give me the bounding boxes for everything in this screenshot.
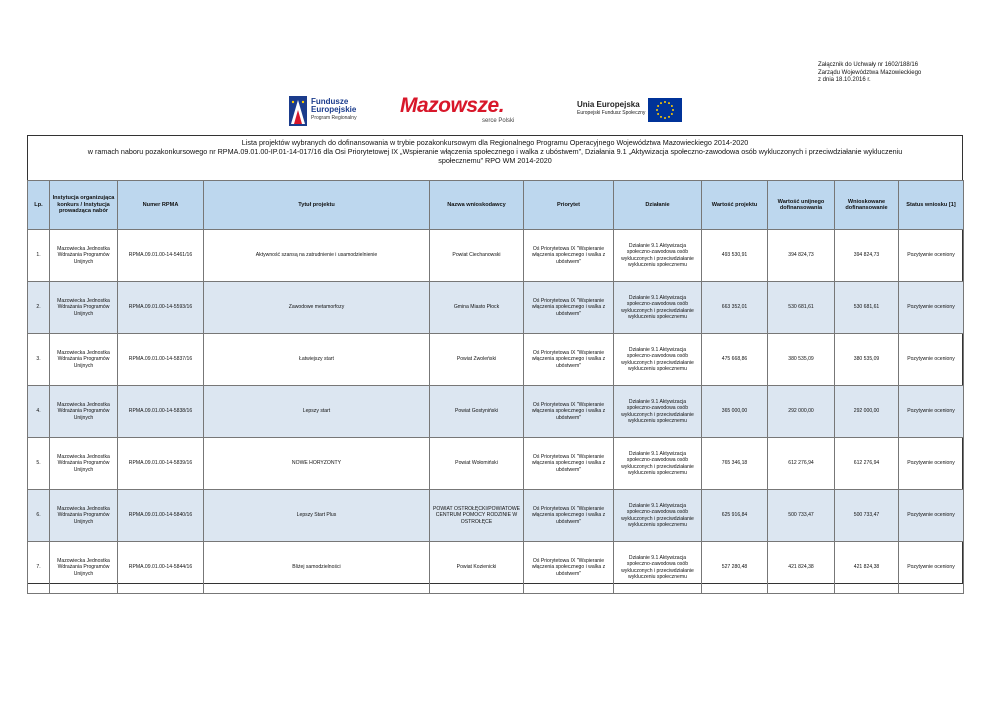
cell-applicant: Powiat Kozienicki: [430, 542, 524, 594]
cell-applicant: Powiat Gostyniński: [430, 386, 524, 438]
cell-lp: 7.: [28, 542, 50, 594]
cell-priority: Oś Priorytetowa IX "Wspieranie włączenia społecznego i walka z ubóstwem": [524, 438, 614, 490]
col-header-requested: Wnioskowane dofinansowanie: [835, 181, 899, 230]
eu-flag-icon: [648, 98, 682, 122]
fe-line1: Fundusze: [311, 97, 349, 106]
cell-priority: Oś Priorytetowa IX "Wspieranie włączenia społecznego i walka z ubóstwem": [524, 230, 614, 282]
cell-institution: Mazowiecka Jednostka Wdrażania Programów Unijnych: [50, 542, 118, 594]
cell-requested: 500 733,47: [835, 490, 899, 542]
table-row: [28, 230, 964, 282]
col-header-institution: Instytucja organizująca konkurs / Instytucja prowadząca nabór: [50, 181, 118, 230]
col-header-title: Tytuł projektu: [204, 181, 430, 230]
cell-lp: 2.: [28, 282, 50, 334]
cell-title: Łatwiejszy start: [204, 334, 430, 386]
document-title: [27, 138, 963, 165]
cell-eu-value: 380 535,09: [768, 334, 835, 386]
table-row: [28, 282, 964, 334]
cell-lp: 6.: [28, 490, 50, 542]
cell-requested: 394 824,73: [835, 230, 899, 282]
cell-applicant: POWIAT OSTROŁĘCKI/POWIATOWE CENTRUM POMOCY RODZINIE W OSTROŁĘCE: [430, 490, 524, 542]
cell-measure: Działanie 9.1 Aktywizacja społeczno-zawodowa osób wykluczonych i przeciwdziałanie wykluczeniu społecznemu: [614, 542, 702, 594]
col-header-priority: Priorytet: [524, 181, 614, 230]
table-row: [28, 334, 964, 386]
fundusze-europejskie-logo: [289, 96, 369, 128]
cell-institution: Mazowiecka Jednostka Wdrażania Programów Unijnych: [50, 334, 118, 386]
fe-line3: Program Regionalny: [311, 115, 357, 121]
cell-value: 365 000,00: [702, 386, 768, 438]
cell-title: Bliżej samodzielności: [204, 542, 430, 594]
mazowsze-logo: [400, 94, 530, 128]
cell-number: RPMA.09.01.00-14-5837/16: [118, 334, 204, 386]
ue-line2: Europejski Fundusz Społeczny: [577, 110, 646, 116]
cell-eu-value: 530 681,61: [768, 282, 835, 334]
cell-title: Aktywność szansą na zatrudnienie i usamodzielnienie: [204, 230, 430, 282]
cell-institution: Mazowiecka Jednostka Wdrażania Programów Unijnych: [50, 438, 118, 490]
fe-line2: Europejskie: [311, 105, 357, 114]
table-row: [28, 542, 964, 594]
unia-europejska-logo: [577, 98, 687, 128]
cell-measure: Działanie 9.1 Aktywizacja społeczno-zawodowa osób wykluczonych i przeciwdziałanie wykluczeniu społecznemu: [614, 438, 702, 490]
cell-value: 765 346,18: [702, 438, 768, 490]
table-row: [28, 386, 964, 438]
attachment-line: Załącznik do Uchwały nr 1602/188/16: [818, 62, 919, 68]
cell-status: Pozytywnie oceniony: [899, 386, 964, 438]
cell-measure: Działanie 9.1 Aktywizacja społeczno-zawodowa osób wykluczonych i przeciwdziałanie wykluczeniu społecznemu: [614, 230, 702, 282]
cell-lp: 4.: [28, 386, 50, 438]
cell-value: 475 668,86: [702, 334, 768, 386]
col-header-status: Status wniosku [1]: [899, 181, 964, 230]
title-line3: społecznemu” RPO WM 2014-2020: [438, 156, 552, 165]
cell-priority: Oś Priorytetowa IX "Wspieranie włączenia społecznego i walka z ubóstwem": [524, 386, 614, 438]
cell-priority: Oś Priorytetowa IX "Wspieranie włączenia społecznego i walka z ubóstwem": [524, 334, 614, 386]
cell-number: RPMA.09.01.00-14-5838/16: [118, 386, 204, 438]
cell-eu-value: 292 000,00: [768, 386, 835, 438]
cell-priority: Oś Priorytetowa IX "Wspieranie włączenia społecznego i walka z ubóstwem": [524, 542, 614, 594]
cell-measure: Działanie 9.1 Aktywizacja społeczno-zawodowa osób wykluczonych i przeciwdziałanie wykluczeniu społecznemu: [614, 282, 702, 334]
cell-applicant: Powiat Ciechanowski: [430, 230, 524, 282]
table-row: [28, 490, 964, 542]
cell-status: Pozytywnie oceniony: [899, 282, 964, 334]
cell-measure: Działanie 9.1 Aktywizacja społeczno-zawodowa osób wykluczonych i przeciwdziałanie wykluczeniu społecznemu: [614, 386, 702, 438]
col-header-value: Wartość projektu: [702, 181, 768, 230]
cell-value: 663 352,01: [702, 282, 768, 334]
cell-requested: 380 535,09: [835, 334, 899, 386]
fe-flag-icon: [289, 96, 307, 126]
cell-status: Pozytywnie oceniony: [899, 490, 964, 542]
attachment-line: Zarządu Województwa Mazowieckiego: [818, 69, 922, 76]
col-header-measure: Działanie: [614, 181, 702, 230]
table-row: [28, 438, 964, 490]
cell-lp: 3.: [28, 334, 50, 386]
cell-lp: 1.: [28, 230, 50, 282]
cell-measure: Działanie 9.1 Aktywizacja społeczno-zawodowa osób wykluczonych i przeciwdziałanie wykluczeniu społecznemu: [614, 490, 702, 542]
cell-requested: 292 000,00: [835, 386, 899, 438]
cell-eu-value: 612 276,94: [768, 438, 835, 490]
mazowsze-wordmark: Mazowsze.: [400, 94, 505, 117]
cell-eu-value: 500 733,47: [768, 490, 835, 542]
cell-value: 625 916,84: [702, 490, 768, 542]
cell-measure: Działanie 9.1 Aktywizacja społeczno-zawodowa osób wykluczonych i przeciwdziałanie wykluczeniu społecznemu: [614, 334, 702, 386]
cell-number: RPMA.09.01.00-14-5844/16: [118, 542, 204, 594]
ue-line1: Unia Europejska: [577, 100, 640, 109]
cell-applicant: Powiat Zwoleński: [430, 334, 524, 386]
cell-eu-value: 421 824,38: [768, 542, 835, 594]
title-line2: w ramach naboru pozakonkursowego nr RPMA.09.01.00-IP.01-14-017/16 dla Osi Priorytetowej IX „Wspieranie włączenia społecznego i walka z ubóstwem”, Działania 9.1 „Aktywizacja społeczno-zawodowa osób wykluczonych i przeciwdziałanie wykluczeniu: [87, 147, 903, 156]
cell-number: RPMA.09.01.00-14-5593/16: [118, 282, 204, 334]
table-header-row: [28, 181, 964, 230]
title-line1: Lista projektów wybranych do dofinansowania w trybie pozakonkursowym dla Regionalnego Programu Operacyjnego Województwa Mazowieckiego 2014-2020: [241, 138, 749, 147]
col-header-number: Numer RPMA: [118, 181, 204, 230]
cell-applicant: Gmina Miasto Płock: [430, 282, 524, 334]
col-header-applicant: Nazwa wnioskodawcy: [430, 181, 524, 230]
cell-institution: Mazowiecka Jednostka Wdrażania Programów Unijnych: [50, 386, 118, 438]
cell-number: RPMA.09.01.00-14-5840/16: [118, 490, 204, 542]
cell-number: RPMA.09.01.00-14-5461/16: [118, 230, 204, 282]
cell-value: 493 530,91: [702, 230, 768, 282]
cell-eu-value: 394 824,73: [768, 230, 835, 282]
cell-title: Lepszy Start Plus: [204, 490, 430, 542]
cell-requested: 530 681,61: [835, 282, 899, 334]
attachment-line: z dnia 18.10.2016 r.: [818, 77, 871, 83]
attachment-note: [818, 62, 921, 85]
projects-table: [27, 180, 964, 594]
cell-requested: 421 824,38: [835, 542, 899, 594]
cell-institution: Mazowiecka Jednostka Wdrażania Programów Unijnych: [50, 230, 118, 282]
col-header-eu-value: Wartość unijnego dofinansowania: [768, 181, 835, 230]
cell-lp: 5.: [28, 438, 50, 490]
cell-priority: Oś Priorytetowa IX "Wspieranie włączenia społecznego i walka z ubóstwem": [524, 282, 614, 334]
cell-priority: Oś Priorytetowa IX "Wspieranie włączenia społecznego i walka z ubóstwem": [524, 490, 614, 542]
cell-value: 527 280,48: [702, 542, 768, 594]
cell-status: Pozytywnie oceniony: [899, 334, 964, 386]
cell-title: NOWE HORYZONTY: [204, 438, 430, 490]
cell-institution: Mazowiecka Jednostka Wdrażania Programów Unijnych: [50, 282, 118, 334]
cell-title: Lepszy start: [204, 386, 430, 438]
cell-status: Pozytywnie oceniony: [899, 438, 964, 490]
cell-status: Pozytywnie oceniony: [899, 230, 964, 282]
cell-requested: 612 276,94: [835, 438, 899, 490]
col-header-lp: Lp.: [28, 181, 50, 230]
cell-number: RPMA.09.01.00-14-5839/16: [118, 438, 204, 490]
cell-status: Pozytywnie oceniony: [899, 542, 964, 594]
mazowsze-tagline: serce Polski: [482, 118, 515, 124]
logo-bar: [0, 94, 992, 130]
cell-title: Zawodowe metamorfozy: [204, 282, 430, 334]
cell-institution: Mazowiecka Jednostka Wdrażania Programów Unijnych: [50, 490, 118, 542]
cell-applicant: Powiat Wołomiński: [430, 438, 524, 490]
